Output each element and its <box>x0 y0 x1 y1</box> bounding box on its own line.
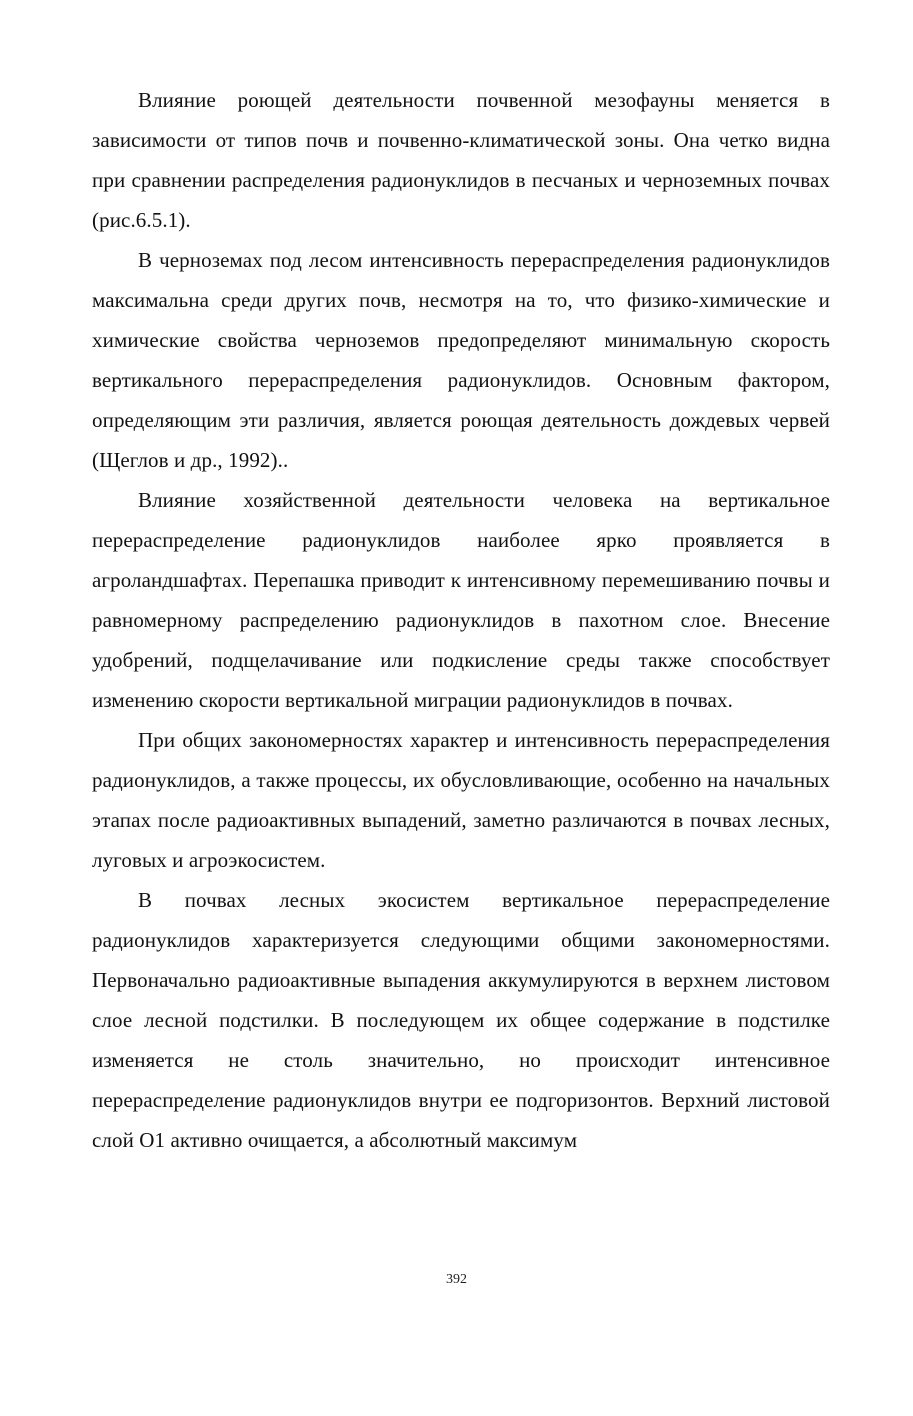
paragraph-3: Влияние хозяйственной деятельности человека на вертикальное перераспределение радионуклидов наиболее ярко проявляется в агроландшафтах. Перепашка приводит к интенсивному перемешиванию почвы и равномерному распределению радионуклидов в пахотном слое. Внесение удобрений, подщелачивание или подкисление среды также способствует изменению скорости вертикальной миграции радионуклидов в почвах. <box>92 488 830 712</box>
paragraph-5: В почвах лесных экосистем вертикальное перераспределение радионуклидов характеризуется следующими общими закономерностями. Первоначально радиоактивные выпадения аккумулируются в верхнем листовом слое лесной подстилки. В последующем их общее содержание в подстилке изменяется не столь значительно, но происходит интенсивное перераспределение радионуклидов внутри ее подгоризонтов. Верхний листовой слой О1 активно очищается, а абсолютный максимум <box>92 888 830 1152</box>
body-text <box>92 80 830 1160</box>
paragraph-2: В черноземах под лесом интенсивность перераспределения радионуклидов максимальна среди других почв, несмотря на то, что физико-химические и химические свойства черноземов предопределяют минимальную скорость вертикального перераспределения радионуклидов. Основным фактором, определяющим эти различия, является роющая деятельность дождевых червей (Щеглов и др., 1992).. <box>92 248 830 472</box>
paragraph-1: Влияние роющей деятельности почвенной мезофауны меняется в зависимости от типов почв и почвенно-климатической зоны. Она четко видна при сравнении распределения радионуклидов в песчаных и черноземных почвах (рис.6.5.1). <box>92 88 830 232</box>
page-number: 392 <box>446 1272 467 1287</box>
paragraph-4: При общих закономерностях характер и интенсивность перераспределения радионуклидов, а также процессы, их обусловливающие, особенно на начальных этапах после радиоактивных выпадений, заметно различаются в почвах лесных, луговых и агроэкосистем. <box>92 728 830 872</box>
